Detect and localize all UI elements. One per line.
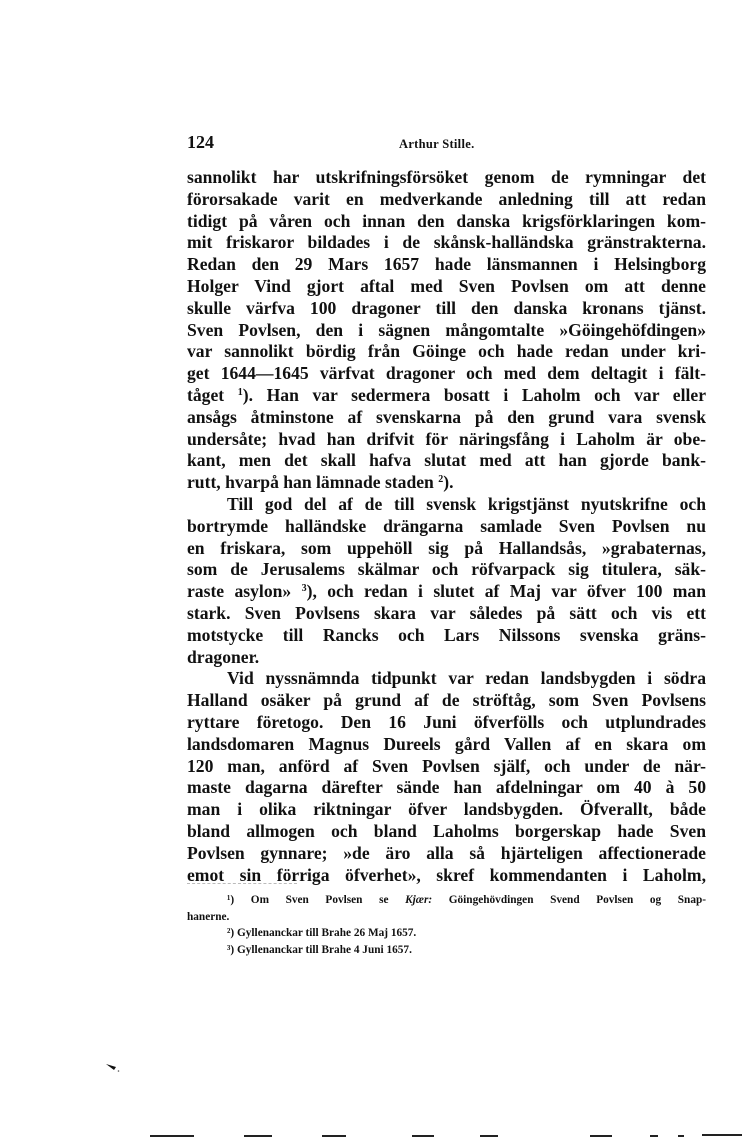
text-line: Till god del af de till svensk krigstjänst nyutskrifne och [227, 493, 706, 514]
text-line: skulle värfva 100 dragoner till den danska kronans tjänst. [187, 297, 706, 318]
running-head: Arthur Stille. [399, 137, 475, 151]
footnote-ref: 2 [438, 474, 444, 486]
footnote-ref: 1 [237, 386, 243, 398]
page-header [187, 132, 707, 156]
footnote-marker: ²) [227, 927, 235, 939]
text-segment: rutt, hvarpå han lämnade staden [187, 472, 434, 493]
text-line: ansågs åtminstone af svenskarna på den grund vara svensk [187, 406, 706, 427]
page-number: 124 [187, 132, 214, 152]
footnote-text: Om Sven Povlsen se [250, 894, 389, 906]
text-line: bland allmogen och bland Laholms borgerskap hade Sven [187, 820, 706, 841]
text-line: Holger Vind gjort aftal med Sven Povlsen om att denne [187, 275, 706, 296]
text-line: bortrymde halländske drängarna samlade Sven Povlsen nu [187, 515, 706, 536]
text-line: var sannolikt bördig från Göinge och hade redan under kri- [187, 341, 706, 362]
footnote-marker: ¹) [227, 894, 235, 906]
footnote [187, 942, 706, 959]
text-segment: ). [443, 472, 454, 493]
text-line: landsdomaren Magnus Dureels gård Vallen af en skara om [187, 733, 706, 754]
footnote-ref: 3 [301, 583, 307, 595]
footnote-continuation: hanerne. [187, 910, 230, 923]
text-line: Redan den 29 Mars 1657 hade länsmannen i Helsingborg [187, 254, 706, 275]
text-line: som de Jerusalems skälmar och röfvarpack sig titulera, säk- [187, 559, 706, 580]
footnote-text: Gyllenanckar till Brahe 4 Juni 1657. [236, 943, 412, 956]
text-line [187, 581, 706, 603]
text-line [187, 472, 706, 494]
text-line: dragoner. [187, 646, 260, 667]
text-line: ryttare företogo. Den 16 Juni öfverfölls och utplundrades [187, 711, 706, 732]
footnote-text: Göingehövdingen Svend Povlsen og Snap- [448, 894, 707, 906]
text-segment: ), och redan i slutet af Maj var öfver 100 man [306, 581, 707, 602]
text-segment: raste asylon» [187, 581, 292, 602]
text-line: Sven Povlsen, den i sägnen mångomtalte »Göingehöfdingen» [187, 319, 706, 340]
text-line: Halland osäker på grund af de ströftåg, som Sven Povlsens [187, 690, 706, 711]
text-line: motstycke till Rancks och Lars Nilssons svenska gräns- [187, 624, 706, 645]
text-line: emot sin förriga öfverhet», skref kommendanten i Laholm, [187, 864, 706, 885]
text-line: stark. Sven Povlsens skara var således på sätt och vis ett [187, 602, 706, 623]
text-line: get 1644—1645 värfvat dragoner och med dem deltagit i fält- [187, 363, 706, 384]
text-segment: tåget [187, 384, 225, 405]
footnote [187, 892, 706, 909]
text-line: sannolikt har utskrifningsförsöket genom de rymningar det [187, 167, 706, 187]
footnote-divider [187, 883, 297, 884]
footnote [187, 925, 706, 942]
text-line: mit friskaror bildades i de skånsk-halländska gränstrakterna. [187, 232, 706, 253]
text-line: förorsakade varit en medverkande anledning till att redan [187, 188, 706, 209]
text-line: Povlsen gynnare; »de äro alla så hjärteligen affectionerade [187, 842, 706, 863]
footnote-marker: ³) [227, 943, 235, 956]
text-line: maste dagarna därefter sände han afdelningar om 40 à 50 [187, 777, 706, 798]
footnotes [187, 892, 706, 958]
text-line: tidigt på våren och innan den danska krigsförklaringen kom- [187, 210, 706, 231]
footnote-text: Gyllenanckar till Brahe 26 Maj 1657. [236, 927, 417, 939]
footnote-author: Kjær: [405, 894, 433, 906]
text-line: man i olika riktningar öfver landsbygden. Öfverallt, både [187, 799, 706, 820]
text-segment: ). Han var sedermera bosatt i Laholm och var eller [242, 384, 706, 405]
ink-smudge [105, 1062, 120, 1072]
text-line: 120 man, anförd af Sven Povlsen själf, och under de när- [187, 755, 706, 776]
text-line: Vid nyssnämnda tidpunkt var redan landsbygden i södra [227, 668, 706, 689]
text-line: kant, men det skall hafva slutat med att han gjorde bank- [187, 450, 706, 471]
scan-edge-dashes [150, 1133, 750, 1139]
text-line [187, 385, 706, 407]
text-line: en friskara, som uppehöll sig på Hallandsås, »grabaternas, [187, 537, 706, 558]
body-text [187, 167, 706, 886]
text-line: undersåte; hvad han drifvit för näringsfång i Laholm är obe- [187, 428, 706, 449]
